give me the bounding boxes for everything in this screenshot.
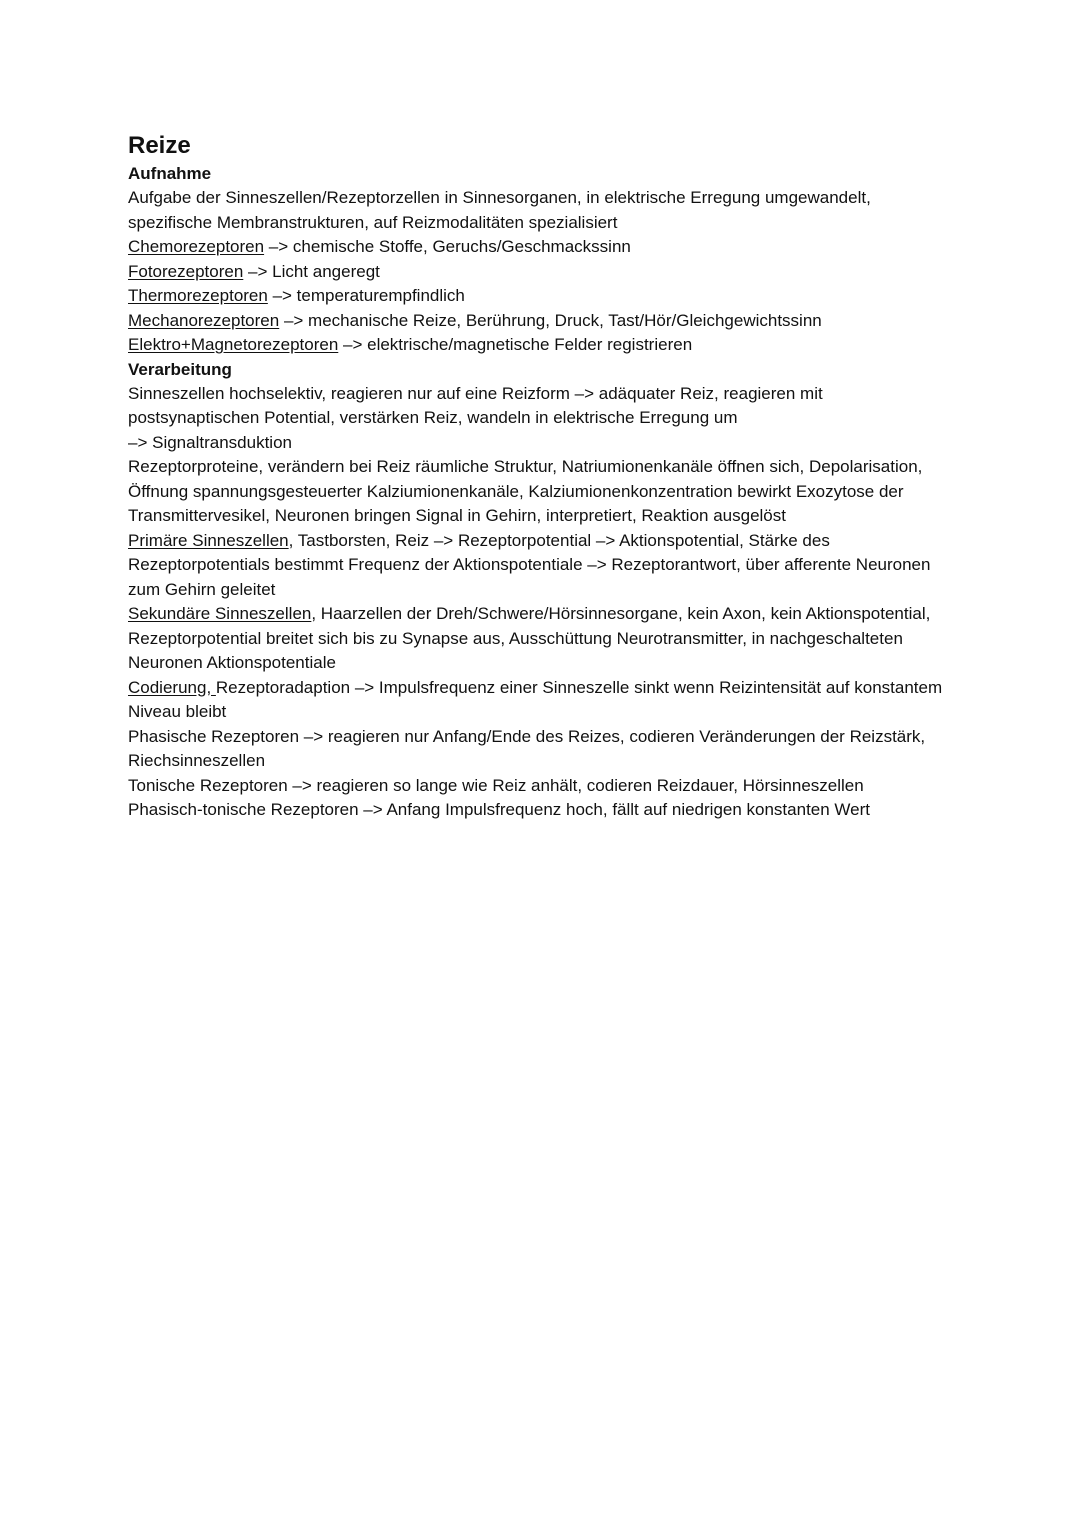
paragraph <box>128 676 958 725</box>
paragraph-text: Aufgabe der Sinneszellen/Rezeptorzellen in Sinnesorganen, in elektrische Erregung umgewandelt, spezifische Membranstrukturen, auf Reizmodalitäten spezialisiert <box>128 188 871 232</box>
paragraph <box>128 529 958 603</box>
paragraph-text: Rezeptoradaption –> Impulsfrequenz einer Sinneszelle sinkt wenn Reizintensität auf konstantem Niveau bleibt <box>128 677 943 721</box>
section-heading-verarbeitung: Verarbeitung <box>128 359 232 379</box>
term-chemorezeptoren: Chemorezeptoren <box>128 237 265 256</box>
term-mechanorezeptoren: Mechanorezeptoren <box>128 310 280 330</box>
document-title: Reize <box>128 132 191 159</box>
paragraph-text: –> mechanische Reize, Berührung, Druck, Tast/Hör/Gleichgewichtssinn <box>279 310 822 330</box>
paragraph <box>128 774 958 799</box>
section-heading-aufnahme: Aufnahme <box>128 164 212 183</box>
paragraph-text: –> elektrische/magnetische Felder registrieren <box>338 335 693 354</box>
paragraph <box>128 235 958 260</box>
paragraph <box>128 725 958 774</box>
term-thermorezeptoren: Thermorezeptoren <box>128 286 268 305</box>
term-sekundaere-sinneszellen: Sekundäre Sinneszellen <box>128 604 312 623</box>
paragraph-text: Phasische Rezeptoren –> reagieren nur Anfang/Ende des Reizes, codieren Veränderungen der Reizstärk, Riechsinneszellen <box>128 726 926 770</box>
paragraph <box>128 455 958 529</box>
paragraph <box>128 309 958 334</box>
paragraph-text: –> temperaturempfindlich <box>267 286 465 305</box>
document-content <box>128 130 958 823</box>
paragraph <box>128 602 958 676</box>
paragraph-text: –> Licht angeregt <box>243 261 380 281</box>
paragraph-text: Sinneszellen hochselektiv, reagieren nur auf eine Reizform –> adäquater Reiz, reagieren mit postsynaptischen Potential, verstärken Reiz, wandeln in elektrische Erregung um <box>128 383 823 427</box>
paragraph <box>128 798 958 823</box>
paragraph-text: –> Signaltransduktion <box>128 432 292 452</box>
paragraph-text: –> chemische Stoffe, Geruchs/Geschmackssinn <box>264 237 631 256</box>
paragraph-text: Rezeptorproteine, verändern bei Reiz räumliche Struktur, Natriumionenkanäle öffnen sich, Depolarisation, Öffnung spannungsgesteuerter Kalziumionenkanäle, Kalziumionenkonzentration bewirkt Exozytose der Transmittervesikel, Neuronen bringen Signal in Gehirn, interpretiert, Reaktion ausgelöst <box>128 457 923 525</box>
term-fotorezeptoren: Fotorezeptoren <box>128 261 244 281</box>
paragraph-text: , Haarzellen der Dreh/Schwere/Hörsinnesorgane, kein Axon, kein Aktionspotential, Rezeptorpotential breitet sich bis zu Synapse aus, Ausschüttung Neurotransmitter, in nachgeschalteten Neuronen Aktionspotentiale <box>128 604 931 672</box>
paragraph <box>128 431 958 456</box>
paragraph <box>128 333 958 358</box>
paragraph <box>128 382 958 431</box>
term-primaere-sinneszellen: Primäre Sinneszellen <box>128 530 289 550</box>
paragraph <box>128 284 958 309</box>
paragraph-text: Phasisch-tonische Rezeptoren –> Anfang Impulsfrequenz hoch, fällt auf niedrigen konstanten Wert <box>128 800 870 819</box>
term-codierung: Codierung, <box>128 677 216 697</box>
paragraph <box>128 186 958 235</box>
paragraph <box>128 260 958 285</box>
paragraph-text: Tonische Rezeptoren –> reagieren so lange wie Reiz anhält, codieren Reizdauer, Hörsinneszellen <box>128 775 864 795</box>
term-elektro-magnetorezeptoren: Elektro+Magnetorezeptoren <box>128 335 339 354</box>
paragraph-text: , Tastborsten, Reiz –> Rezeptorpotential –> Aktionspotential, Stärke des Rezeptorpotentials bestimmt Frequenz der Aktionspotentiale –> Rezeptorantwort, über afferente Neuronen zum Gehirn geleitet <box>128 530 931 599</box>
